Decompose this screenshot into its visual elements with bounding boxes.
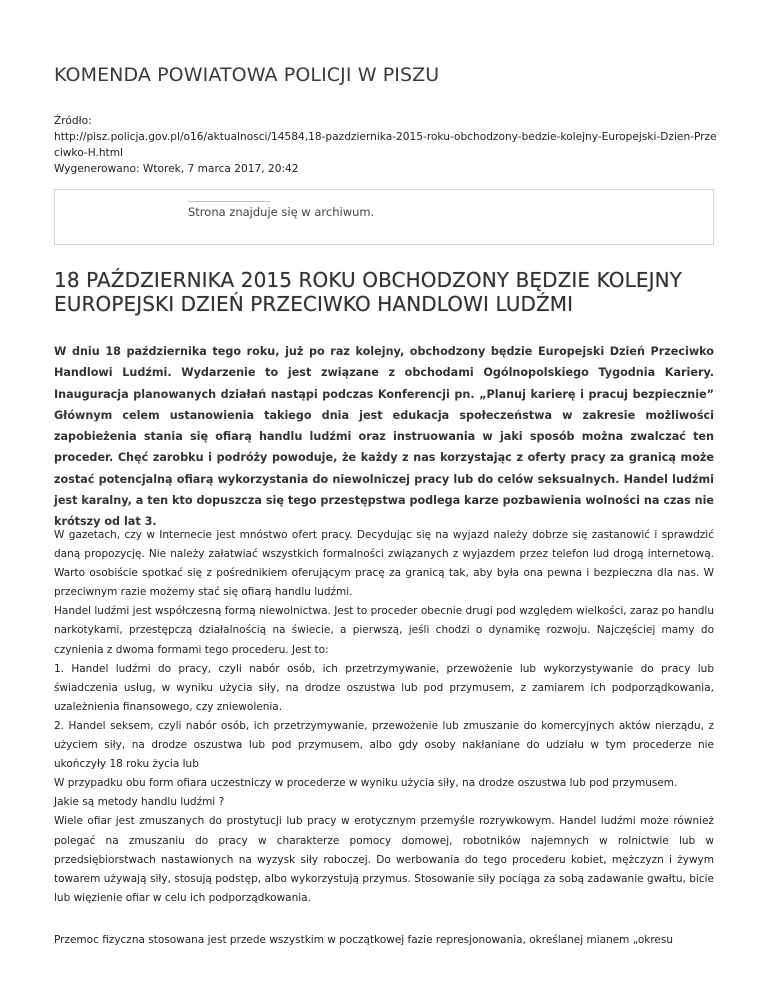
source-url-line-2[interactable]: ciwko-H.html (54, 147, 123, 159)
body-paragraph: 1. Handel ludźmi do pracy, czyli nabór osób, ich przetrzymywanie, przewożenie lub wykorzystywanie do pracy lub świadczenia usług, w wyniku użycia siły, na drodze oszustwa lub pod przymusem, z zamiarem ich podporządkowania, uzależnienia finansowego, czy zniewolenia. (54, 662, 714, 713)
article-lead: W dniu 18 października tego roku, już po raz kolejny, obchodzony będzie Europejski Dzień Przeciwko Handlowi Ludźmi. Wydarzenie to jest związane z obchodami Ogólnopolskiego Tygodnia Kariery. Inauguracja planowanych działań nastąpi podczas Konferencji pn. „Planuj karierę i pracuj bezpiecznie” Głównym celem ustanowienia takiego dnia jest edukacja społeczeństwa w zakresie możliwości zapobieżenia stania się ofiarą handlu ludźmi oraz instruowania w jaki sposób można zwalczać ten proceder. Chęć zarobku i podróży powoduje, że każdy z nas korzystając z oferty pracy za granicą może zostać potencjalną ofiarą wykorzystania do niewolniczej pracy lub do celów seksualnych. Handel ludźmi jest karalny, a ten kto dopuszcza się tego przestępstwa podlega karze pozbawienia wolności na czas nie krótszy od lat 3. (54, 345, 714, 529)
body-paragraph: 2. Handel seksem, czyli nabór osób, ich przetrzymywanie, przewożenie lub zmuszanie do komercyjnych aktów nierządu, z użyciem siły, na drodze oszustwa lub pod przymusem, albo gdy osoby nakłaniane do udziału w tym procederze nie ukończyły 18 roku życia lub (54, 719, 714, 771)
body-paragraph: Handel ludźmi jest współczesną formą niewolnictwa. Jest to proceder obecnie drugi pod względem wielkości, zaraz po handlu narkotykami, przestępczą działalnością na świecie, a pierwszą, jeśli chodzi o dynamikę rozwoju. Najczęściej mamy do czynienia z dwoma formami tego procederu. Jest to: (54, 605, 714, 656)
source-label: Źródło: (54, 115, 92, 127)
archive-divider (188, 201, 270, 202)
article-title: 18 PAŹDZIERNIKA 2015 ROKU OBCHODZONY BĘDZIE KOLEJNY EUROPEJSKI DZIEŃ PRZECIWKO HANDLOWI LUDŹMI (54, 268, 682, 316)
body-paragraph: Jakie są metody handlu ludźmi ? (54, 796, 225, 809)
article-body (54, 526, 714, 908)
body-continuation: Przemoc fizyczna stosowana jest przede wszystkim w początkowej fazie represjonowania, określanej mianem „okresu (54, 934, 673, 946)
body-paragraph: Wiele ofiar jest zmuszanych do prostytucji lub pracy w erotycznym przemyśle rozrywkowym. Handel ludźmi może również polegać na zmuszaniu do pracy w charakterze pomocy domowej, robotników najemnych w rolnictwie lub w przedsiębiorstwach nastawionych na wyzysk siły roboczej. Do werbowania do tego procederu kobiet, mężczyzn i żywym towarem używają siły, stosują podstęp, albo wykorzystują przymus. Stosowanie siły pociąga za sobą zadawanie gwałtu, bicie lub więzienie ofiar w celu ich podporządkowania. (54, 815, 714, 904)
source-info (54, 113, 716, 177)
source-url-line-1[interactable]: http://pisz.policja.gov.pl/o16/aktualnosci/14584,18-pazdziernika-2015-roku-obchodzony-bedzie-kolejny-Europejski-Dzien-Prze (54, 131, 717, 143)
archive-notice (54, 189, 714, 245)
generated-date: Wygenerowano: Wtorek, 7 marca 2017, 20:42 (54, 163, 299, 175)
body-paragraph: W przypadku obu form ofiara uczestniczy w procederze w wyniku użycia siły, na drodze oszustwa lub pod przymusem. (54, 777, 678, 790)
site-title: KOMENDA POWIATOWA POLICJI W PISZU (54, 64, 440, 86)
body-paragraph: W gazetach, czy w Internecie jest mnóstwo ofert pracy. Decydując się na wyjazd należy dobrze się zastanowić i sprawdzić daną propozycję. Nie należy załatwiać wszystkich formalności związanych z wyjazdem przez telefon lud drogą internetową. Warto osobiście spotkać się z pośrednikiem oferującym pracę za granicą tak, aby była ona pewna i bezpieczna dla nas. W przeciwnym razie możemy stać się ofiarą handlu ludźmi. (54, 529, 714, 599)
archive-notice-text: Strona znajduje się w archiwum. (188, 205, 375, 219)
